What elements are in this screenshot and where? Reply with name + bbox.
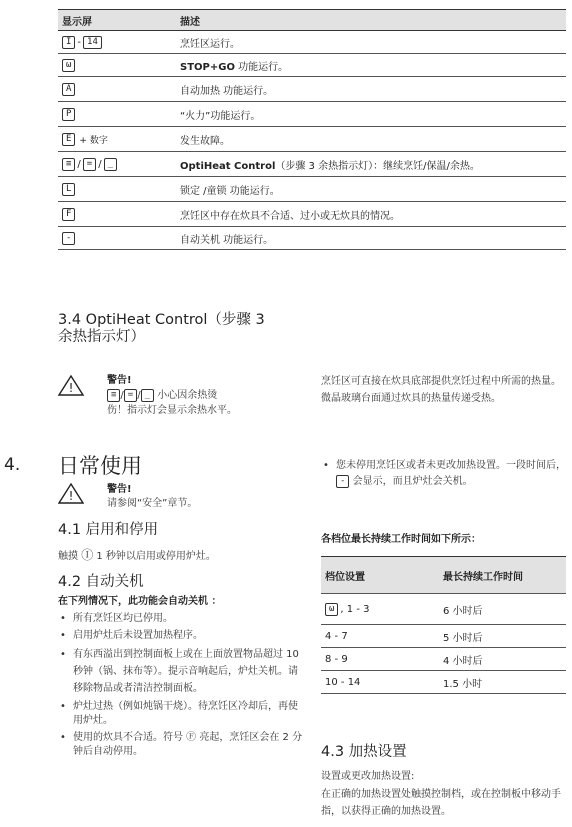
- section-title-4-3: 4.3 加热设置: [321, 744, 407, 760]
- display-symbol: ω: [62, 59, 75, 72]
- heat-description: 烹饪区可直接在炊具底部提供烹饪过程中所需的热量。微晶玻璃台面通过炊具的热量传递受热。: [321, 376, 561, 404]
- section-4-2-subtitle: 在下列情况下，此功能会自动关机 ：: [58, 596, 222, 607]
- display-symbol: _: [141, 389, 154, 402]
- list-item: • 使用的炊具不合适。符号 Ⓕ 亮起，烹饪区会在 2 分钟后自动停用。: [58, 731, 303, 759]
- svg-text:!: !: [68, 381, 74, 395]
- header-description: 描述: [180, 16, 200, 28]
- list-item: • 所有烹饪区均已停用。: [58, 612, 303, 626]
- warning-label: 警告!: [107, 375, 132, 386]
- warning-icon: [58, 374, 84, 396]
- display-symbol: =: [83, 158, 96, 171]
- display-symbol: _: [104, 158, 117, 171]
- auto-off-list: [58, 612, 303, 762]
- display-symbol: 14: [83, 36, 102, 49]
- header-duration: 最长持续工作时间: [443, 571, 523, 583]
- section-title-3-4: [58, 312, 298, 346]
- row-description: 锁定 /童锁 功能运行。: [180, 185, 280, 197]
- display-symbol: =: [124, 389, 137, 402]
- duration-subtitle: 各档位最长持续工作时间如下所示：: [321, 534, 481, 545]
- table-header: [321, 556, 566, 594]
- chapter-number: 4.: [4, 455, 21, 475]
- warning-text: ≡ / = / _ 小心因余热烫 伤！指示灯会显示余热水平。: [107, 389, 237, 416]
- table-row: [58, 202, 566, 227]
- display-symbol: ω: [325, 603, 338, 616]
- row-description: 自动加热 功能运行。: [180, 85, 274, 97]
- table-row: [58, 54, 566, 77]
- display-symbol: P: [62, 108, 75, 121]
- table-header: [58, 9, 566, 31]
- warning-label: 警告!: [107, 484, 132, 495]
- display-symbol: I: [62, 36, 75, 49]
- row-description: “火力”功能运行。: [180, 110, 261, 122]
- display-symbol: L: [62, 183, 75, 196]
- row-description: （步骤 3 余热指示灯）：继续烹饪/保温/余热。: [275, 160, 480, 172]
- warning-text: 请参阅“安全”章节。: [107, 498, 198, 509]
- display-suffix: + 数字: [79, 135, 108, 146]
- title-line: 余热指示灯）: [58, 329, 145, 345]
- warning-text-part: 伤！指示灯会显示余热水平。: [107, 405, 237, 416]
- list-item: • 炉灶过热（例如炖锅干烧）。待烹饪区冷却后，再使用炉灶。: [58, 700, 303, 728]
- warning-icon: [58, 482, 84, 504]
- function-name: OptiHeat Control: [180, 160, 276, 172]
- table-row: 8 - 9 4 小时后: [321, 648, 566, 671]
- function-name: STOP+GO: [180, 61, 235, 73]
- display-symbol: A: [62, 83, 75, 96]
- table-row: [58, 102, 566, 127]
- display-symbol: ≡: [62, 158, 75, 171]
- table-row: [58, 31, 566, 54]
- section-4-3-line2: 在正确的加热设置处触摸控制档，或在控制板中移动手指，以获得正确的加热设置。: [321, 789, 561, 817]
- separator: -: [77, 36, 82, 48]
- chapter-title: 日常使用: [58, 454, 142, 478]
- header-level: 档位设置: [325, 571, 365, 583]
- table-row: ≡ / = / _ OptiHeat Control（步骤 3 余热指示灯）：继续烹饪/保温/余热。: [58, 152, 566, 177]
- duration-table: [321, 556, 566, 694]
- list-item: • 您未停用烹饪区或者未更改加热设置。一段时间后，- 会显示，而且炉灶会关机。: [321, 458, 566, 490]
- table-row: ω , 1 - 3 6 小时后: [321, 594, 566, 625]
- table-row: 10 - 14 1.5 小时: [321, 671, 566, 694]
- section-4-1-text: 触摸 Ⓘ 1 秒钟以启用或停用炉灶。: [58, 548, 216, 562]
- right-bullet-list: [321, 458, 566, 493]
- table-row: [58, 77, 566, 102]
- display-table: [58, 9, 566, 250]
- row-description: 发生故障。: [180, 135, 230, 147]
- display-symbol: F: [62, 208, 75, 221]
- row-description: 烹饪区中存在炊具不合适、过小或无炊具的情况。: [180, 210, 400, 222]
- list-item: • 启用炉灶后未设置加热程序。: [58, 629, 303, 643]
- section-title-4-2: 4.2 自动关机: [58, 574, 144, 590]
- row-description: 自动关机 功能运行。: [180, 234, 274, 246]
- list-item: • 有东西溢出到控制面板上或在上面放置物品超过 10 秒钟（锅、抹布等）。提示音响起后，炉灶关机。请移除物品或者清洁控制面板。: [58, 646, 303, 697]
- title-line: 3.4 OptiHeat Control（步骤 3: [58, 312, 265, 328]
- header-display: 显示屏: [62, 16, 92, 28]
- section-title-4-1: 4.1 启用和停用: [58, 522, 159, 538]
- warning-text-part: 小心因余热烫: [154, 390, 218, 401]
- svg-text:!: !: [68, 489, 74, 503]
- section-4-3-line1: 设置或更改加热设置:: [321, 771, 415, 782]
- table-row: [58, 177, 566, 202]
- display-symbol: ≡: [107, 389, 120, 402]
- table-row: [58, 227, 566, 250]
- row-description: 烹饪区运行。: [180, 38, 240, 50]
- display-symbol: -: [62, 232, 75, 245]
- row-description: 功能运行。: [234, 61, 289, 73]
- table-row: [58, 127, 566, 152]
- table-row: 4 - 7 5 小时后: [321, 625, 566, 648]
- power-icon: Ⓘ: [81, 548, 94, 562]
- display-symbol: E: [62, 133, 75, 146]
- display-symbol: -: [336, 475, 349, 488]
